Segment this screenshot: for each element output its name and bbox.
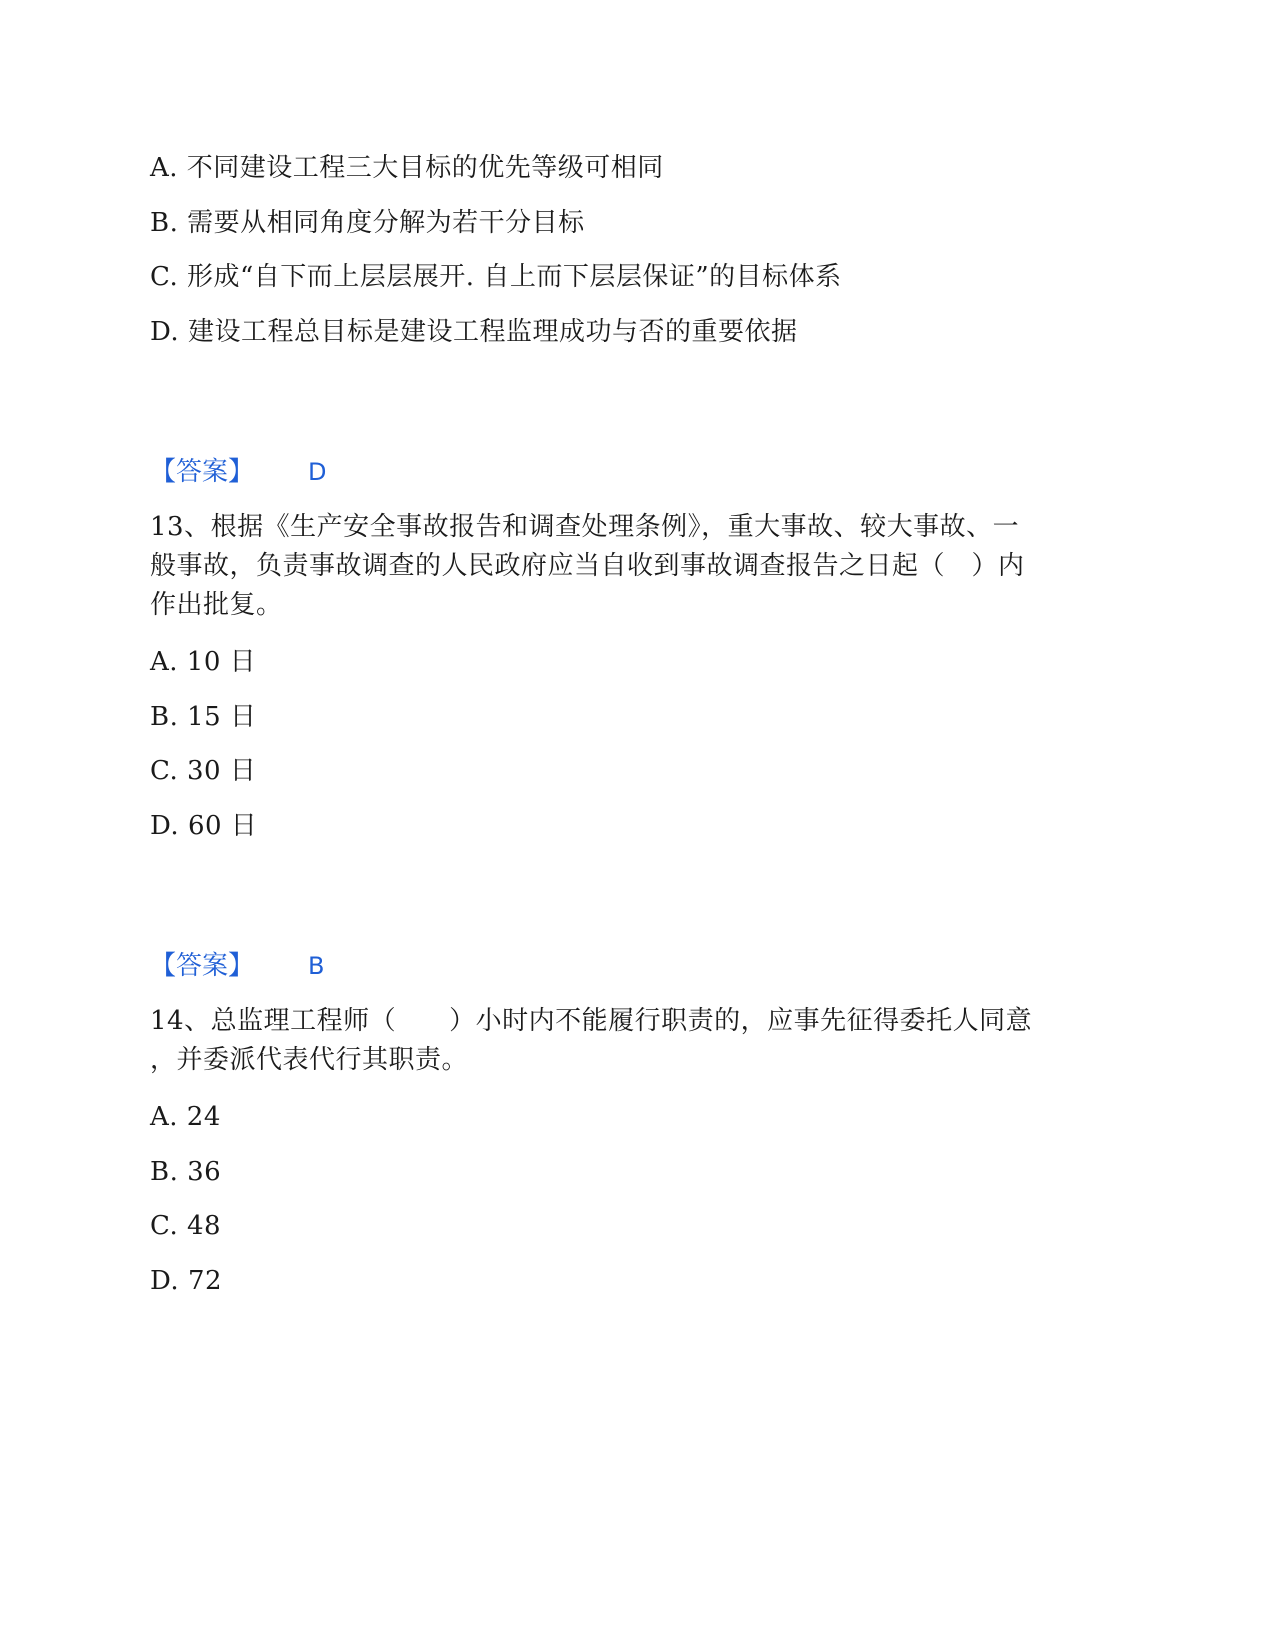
q14-option-a: A. 24	[150, 1102, 221, 1132]
q13-stem-line-1: 13、根据《生产安全事故报告和调查处理条例》，重大事故、较大事故、一	[150, 512, 1020, 542]
q12-option-a: A. 不同建设工程三大目标的优先等级可相同	[150, 153, 664, 183]
q14-option-b: B. 36	[150, 1157, 222, 1187]
q13-option-c: C. 30 日	[150, 756, 257, 786]
answer-value: B	[308, 952, 325, 980]
q13-option-a: A. 10 日	[150, 647, 257, 677]
q14-stem-line-2: ，并委派代表代行其职责。	[150, 1045, 469, 1075]
q13-answer	[150, 946, 324, 986]
q12-answer	[150, 452, 327, 492]
q13-stem-line-3: 作出批复。	[150, 590, 283, 620]
answer-value: D	[308, 458, 327, 486]
q12-option-d: D. 建设工程总目标是建设工程监理成功与否的重要依据	[150, 317, 798, 347]
q13-option-b: B. 15 日	[150, 702, 257, 732]
q12-option-b: B. 需要从相同角度分解为若干分目标	[150, 208, 585, 238]
q13-option-d: D. 60 日	[150, 811, 258, 841]
q12-option-c: C. 形成“自下而上层层展开. 自上而下层层保证”的目标体系	[150, 262, 842, 292]
q14-stem-line-1: 14、总监理工程师（ ）小时内不能履行职责的，应事先征得委托人同意	[150, 1006, 1033, 1036]
answer-label: 【答案】	[150, 457, 255, 487]
answer-label: 【答案】	[150, 951, 255, 981]
q14-option-d: D. 72	[150, 1266, 223, 1296]
q14-option-c: C. 48	[150, 1211, 222, 1241]
q13-stem-line-2: 般事故，负责事故调查的人民政府应当自收到事故调查报告之日起（ ）内	[150, 551, 1025, 581]
